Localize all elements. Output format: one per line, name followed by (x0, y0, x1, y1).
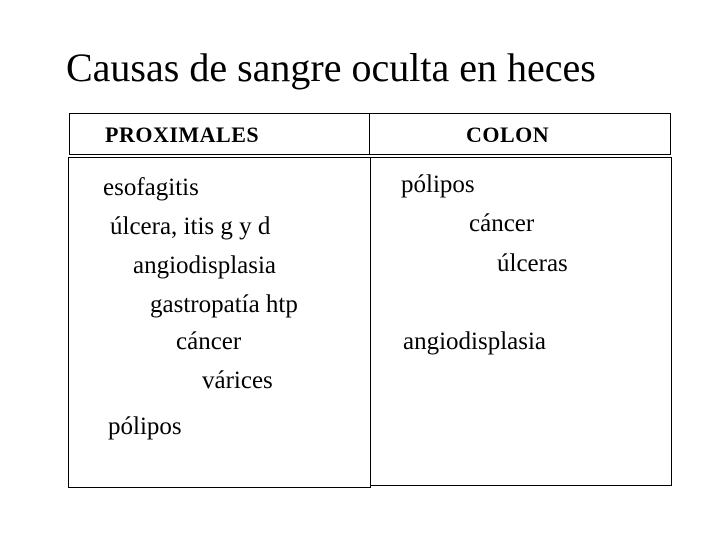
list-item: úlcera, itis g y d (110, 213, 271, 240)
page-title: Causas de sangre oculta en heces (66, 45, 596, 90)
list-item: várices (202, 367, 273, 394)
list-item: cáncer (176, 328, 242, 355)
header-proximales: PROXIMALES (105, 122, 260, 147)
list-item: gastropatía htp (150, 291, 298, 318)
list-item: angiodisplasia (133, 252, 277, 279)
list-item: pólipos (401, 171, 475, 198)
header-colon: COLON (466, 122, 550, 147)
list-item: cáncer (469, 210, 535, 237)
list-item: esofagitis (103, 174, 199, 201)
colon-list-box (370, 157, 672, 486)
list-item: angiodisplasia (403, 328, 547, 355)
list-item: úlceras (497, 250, 568, 277)
list-item: pólipos (108, 413, 182, 440)
